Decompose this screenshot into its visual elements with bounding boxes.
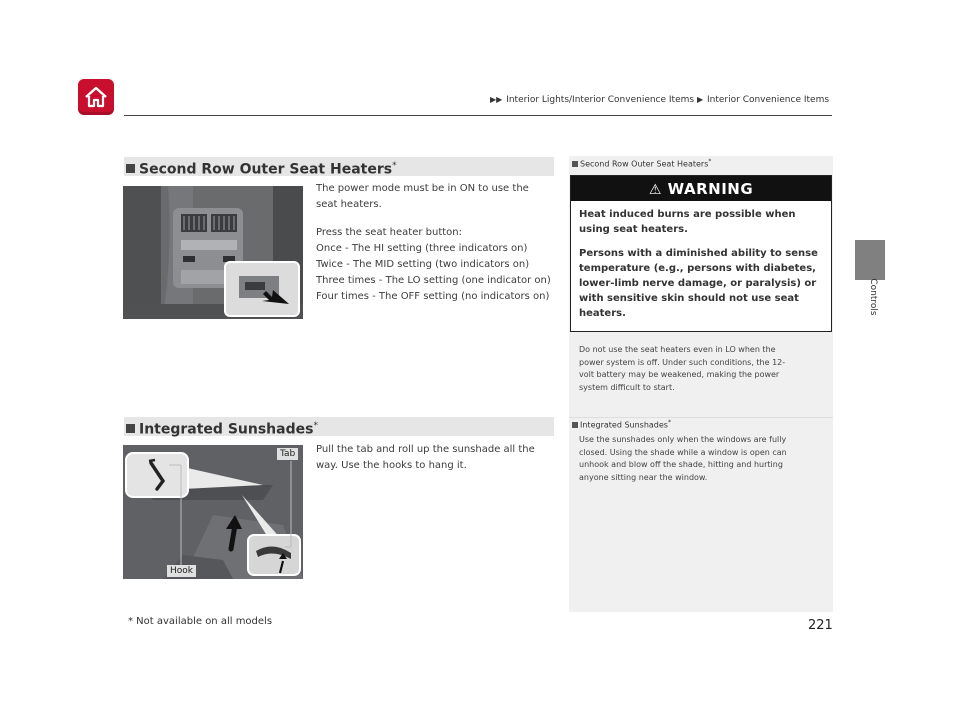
sunshade-photo: [123, 445, 303, 579]
warning-header: [571, 176, 831, 201]
home-button[interactable]: [78, 79, 114, 115]
seat-heater-instructions: [316, 181, 562, 305]
text-line: Press the seat heater button:: [316, 227, 463, 238]
note-title-seat-heaters: Second Row Outer Seat Heaters*: [572, 158, 711, 169]
note-marker-icon: [572, 161, 578, 167]
section-square-icon: [126, 164, 135, 173]
page-number: 221: [808, 618, 833, 633]
text-line: Once - The HI setting (three indicators on): [316, 243, 528, 254]
home-icon: [78, 79, 114, 115]
note-title-sunshades: Integrated Sunshades*: [572, 419, 671, 430]
section-heading-sunshades: Integrated Sunshades*: [124, 417, 554, 436]
section-heading-seat-heaters: Second Row Outer Seat Heaters*: [124, 157, 554, 176]
footnote: * Not available on all models: [128, 616, 273, 627]
breadcrumb: [490, 95, 829, 105]
hook-callout-label: Hook: [167, 565, 196, 577]
sunshade-instructions: [316, 442, 562, 474]
text-line: Three times - The LO setting (one indicator on): [316, 275, 551, 286]
warning-triangle-icon: ⚠: [648, 182, 662, 198]
warning-label: WARNING: [667, 180, 754, 198]
chapter-tab-label: Controls: [868, 278, 878, 316]
tab-callout-label: Tab: [277, 448, 298, 460]
breadcrumb-item[interactable]: Interior Convenience Items: [707, 95, 830, 105]
note-text-seat-heaters: Do not use the seat heaters even in LO when the power system is off. Under such conditions, the 12- volt battery may be weakened, making the power system difficult to start.: [579, 345, 786, 392]
breadcrumb-arrow-icon: ▶▶: [490, 95, 503, 104]
warning-box: [570, 175, 832, 332]
warning-text-2: Persons with a diminished ability to sense temperature (e.g., persons with diabetes, lower-limb nerve damage, or paralysis) or with sensitive skin should not use seat heaters.: [579, 248, 818, 319]
note-marker-icon: [572, 422, 578, 428]
note-text-sunshades: Use the sunshades only when the windows are fully closed. Using the shade while a window is open can unhook and blow off the shade, hitting and hurting anyone sitting near the window.: [579, 435, 787, 482]
text-line: The power mode must be in ON to use the: [316, 183, 529, 194]
text-line: Pull the tab and roll up the sunshade all the: [316, 444, 535, 455]
breadcrumb-arrow-icon: ▶: [696, 95, 704, 104]
seat-heater-photo: [123, 186, 303, 319]
warning-text-1: Heat induced burns are possible when using seat heaters.: [579, 209, 796, 235]
header-divider: [124, 115, 832, 116]
text-line: Four times - The OFF setting (no indicators on): [316, 291, 550, 302]
text-line: Twice - The MID setting (two indicators on): [316, 259, 530, 270]
sidebar-divider: [569, 417, 833, 418]
section-square-icon: [126, 424, 135, 433]
text-line: way. Use the hooks to hang it.: [316, 460, 467, 471]
text-line: seat heaters.: [316, 199, 382, 210]
breadcrumb-item[interactable]: Interior Lights/Interior Convenience Items: [506, 95, 695, 105]
